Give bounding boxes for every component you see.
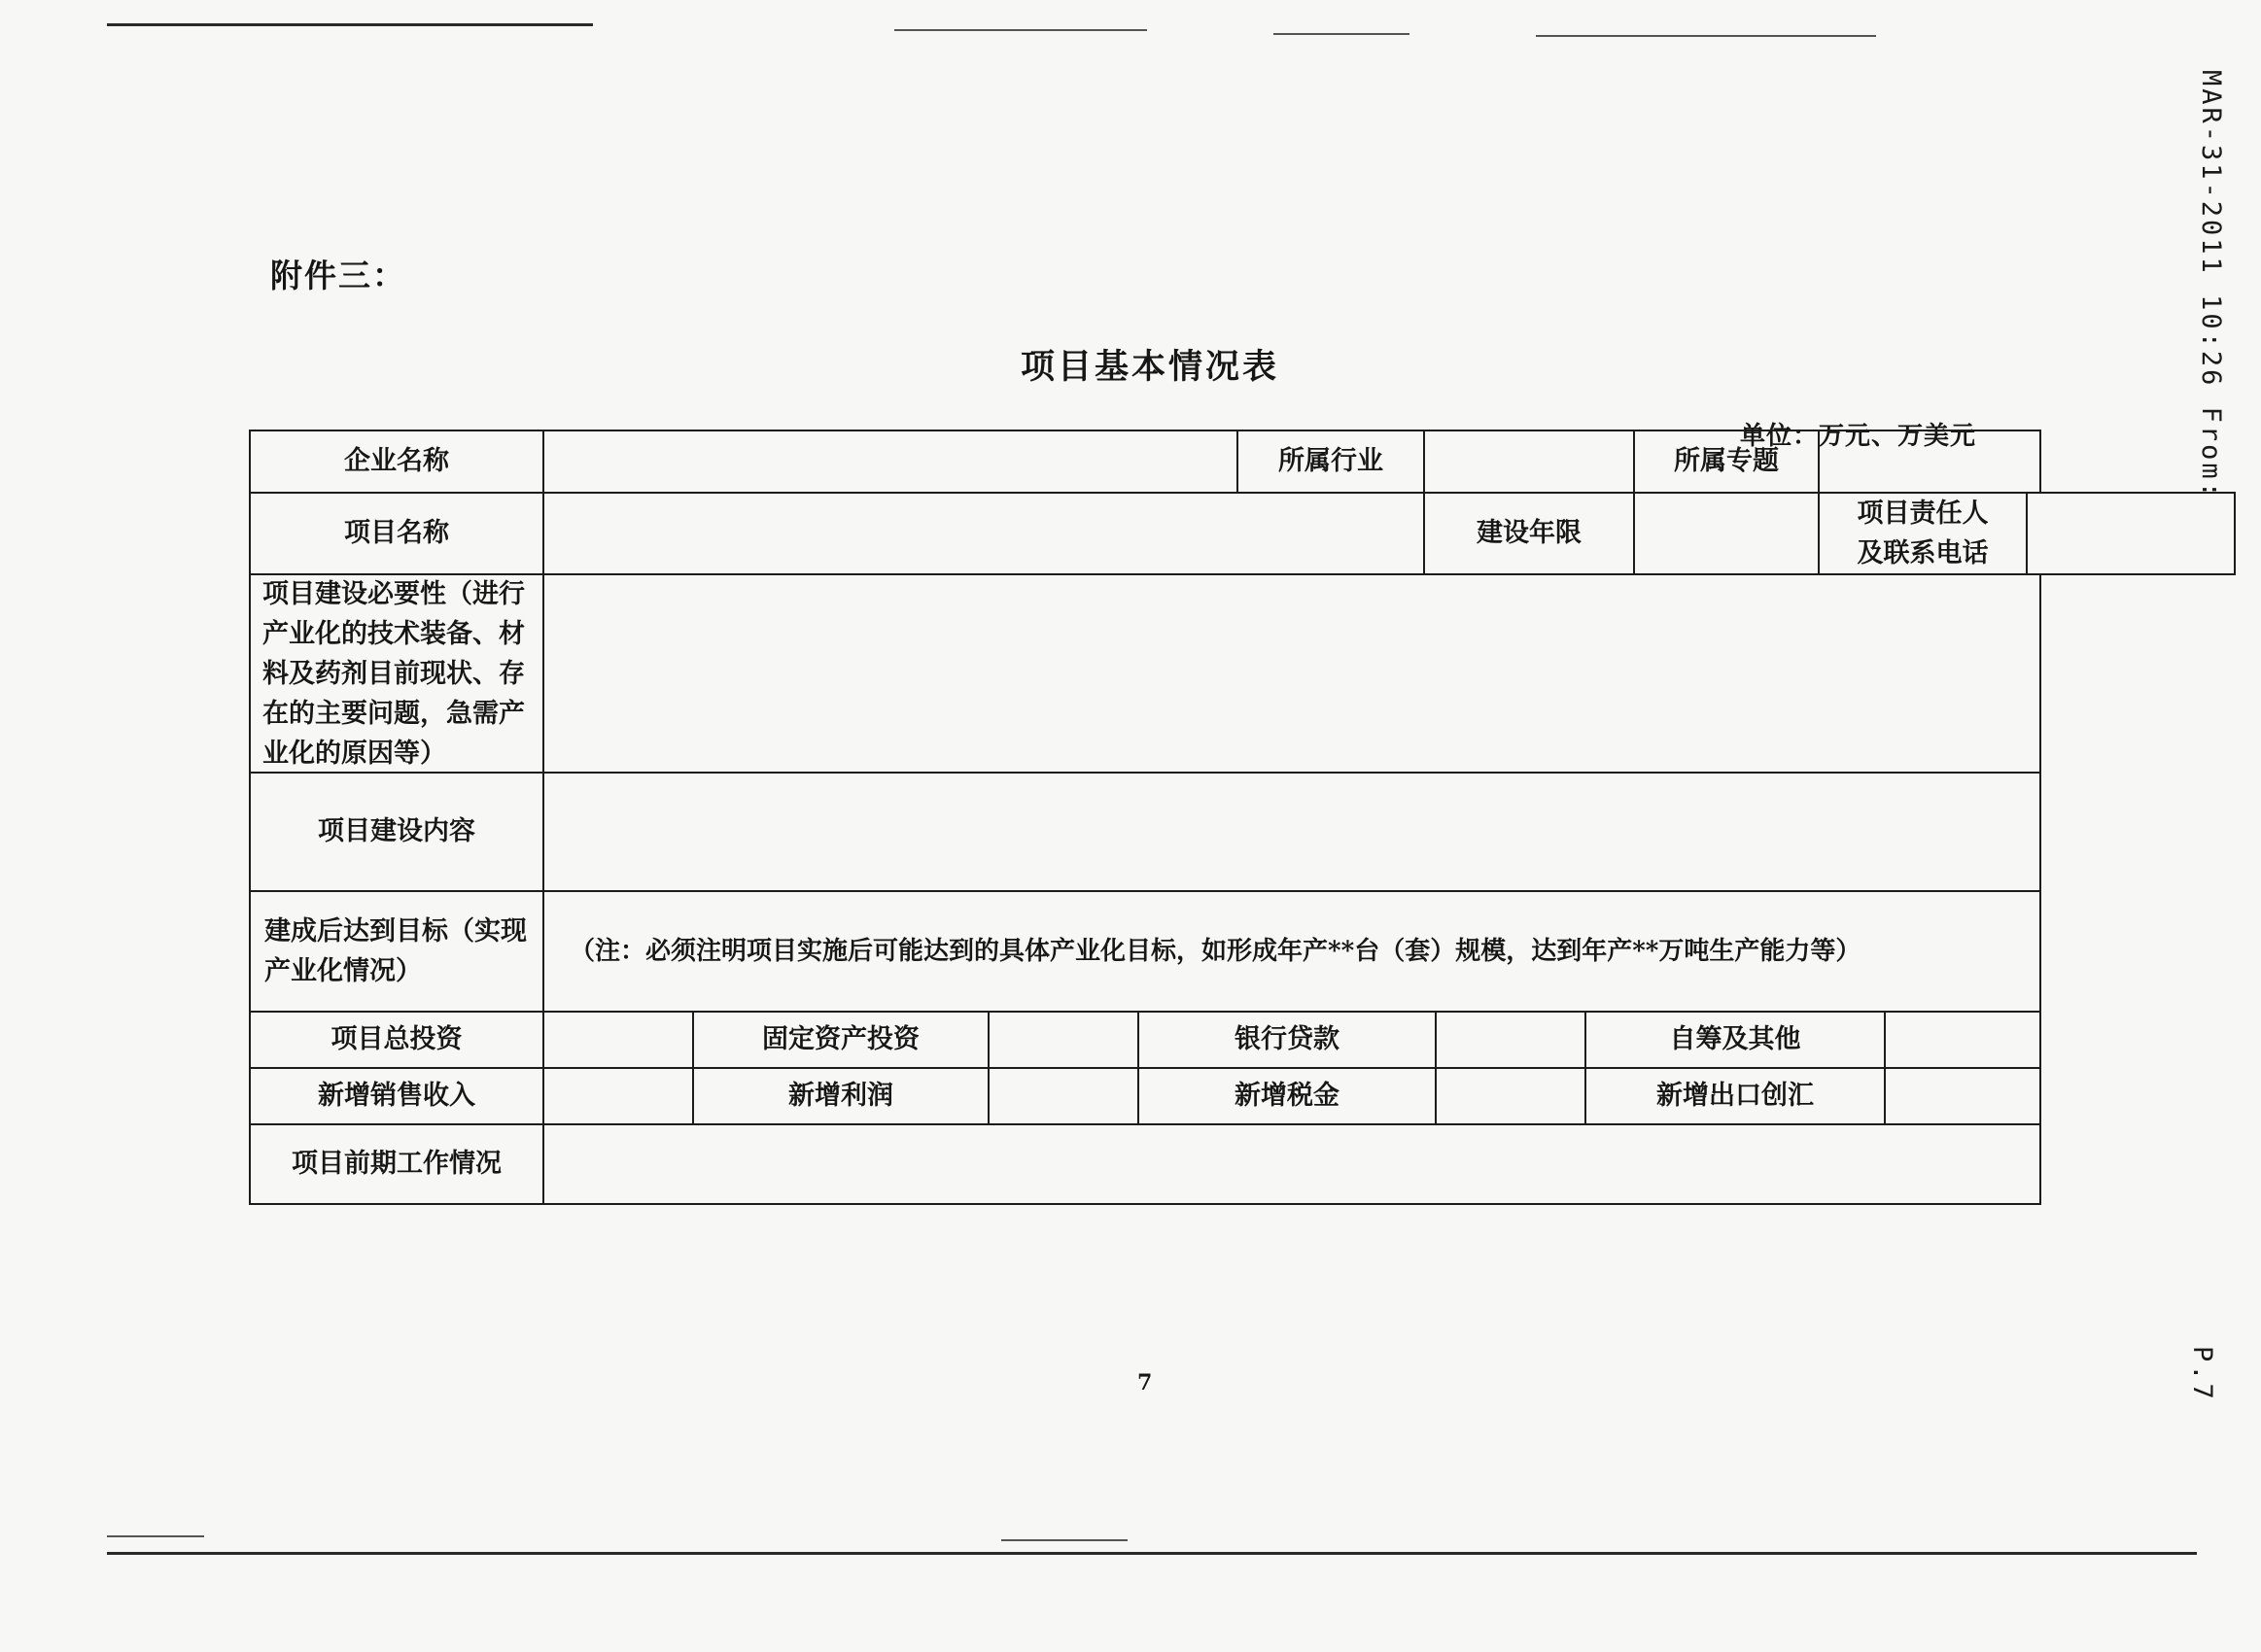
page-number: 7 — [1137, 1370, 1153, 1395]
contact-label: 项目责任人及联系电话 — [1818, 492, 2028, 575]
new-export-earnings-label: 新增出口创汇 — [1584, 1067, 1886, 1125]
attachment-label: 附件三： — [270, 257, 406, 294]
project-info-form — [249, 430, 2041, 1205]
scan-edge-line — [1536, 35, 1876, 37]
new-sales-revenue-label: 新增销售收入 — [249, 1067, 544, 1125]
project-name-field[interactable] — [542, 492, 1425, 575]
scan-edge-line — [1273, 33, 1409, 35]
self-funded-field[interactable] — [1884, 1011, 2041, 1069]
industry-label: 所属行业 — [1236, 430, 1425, 494]
total-investment-label: 项目总投资 — [249, 1011, 544, 1069]
preliminary-work-label: 项目前期工作情况 — [249, 1123, 544, 1205]
scan-edge-line — [1001, 1539, 1128, 1541]
preliminary-work-field[interactable] — [542, 1123, 2041, 1205]
construction-period-label: 建设年限 — [1423, 492, 1635, 575]
new-tax-label: 新增税金 — [1137, 1067, 1437, 1125]
contact-field[interactable] — [2026, 492, 2236, 575]
self-funded-label: 自筹及其他 — [1584, 1011, 1886, 1069]
necessity-field[interactable] — [542, 573, 2041, 774]
topic-field[interactable] — [1818, 430, 2041, 494]
company-name-field[interactable] — [542, 430, 1238, 494]
new-export-earnings-field[interactable] — [1884, 1067, 2041, 1125]
content-field[interactable] — [542, 772, 2041, 892]
company-name-label: 企业名称 — [249, 430, 544, 494]
new-sales-revenue-field[interactable] — [542, 1067, 694, 1125]
fixed-asset-investment-field[interactable] — [988, 1011, 1139, 1069]
fixed-asset-investment-label: 固定资产投资 — [692, 1011, 990, 1069]
goals-label: 建成后达到目标（实现产业化情况） — [249, 890, 544, 1013]
total-investment-field[interactable] — [542, 1011, 694, 1069]
necessity-label: 项目建设必要性（进行产业化的技术装备、材料及药剂目前现状、存在的主要问题，急需产业化的原因等） — [249, 573, 544, 774]
goals-note[interactable]: （注：必须注明项目实施后可能达到的具体产业化目标，如形成年产**台（套）规模，达到年产**万吨生产能力等） — [542, 890, 2041, 1013]
new-profit-field[interactable] — [988, 1067, 1139, 1125]
fax-header-stamp: MAR-31-2011 10:26 From: — [2196, 70, 2226, 500]
page-title: 项目基本情况表 — [1020, 347, 1279, 387]
bank-loan-field[interactable] — [1435, 1011, 1586, 1069]
scan-edge-line — [894, 29, 1147, 31]
industry-field[interactable] — [1423, 430, 1635, 494]
scan-edge-line — [107, 23, 593, 26]
construction-period-field[interactable] — [1633, 492, 1820, 575]
content-label: 项目建设内容 — [249, 772, 544, 892]
fax-page-stamp: P.7 — [2187, 1346, 2217, 1402]
scan-bottom-line — [107, 1552, 2197, 1555]
unit-label: 单位：万元、万美元 — [1740, 422, 1977, 451]
new-profit-label: 新增利润 — [692, 1067, 990, 1125]
new-tax-field[interactable] — [1435, 1067, 1586, 1125]
topic-label: 所属专题 — [1633, 430, 1820, 494]
bank-loan-label: 银行贷款 — [1137, 1011, 1437, 1069]
project-name-label: 项目名称 — [249, 492, 544, 575]
scan-edge-line — [107, 1535, 204, 1537]
